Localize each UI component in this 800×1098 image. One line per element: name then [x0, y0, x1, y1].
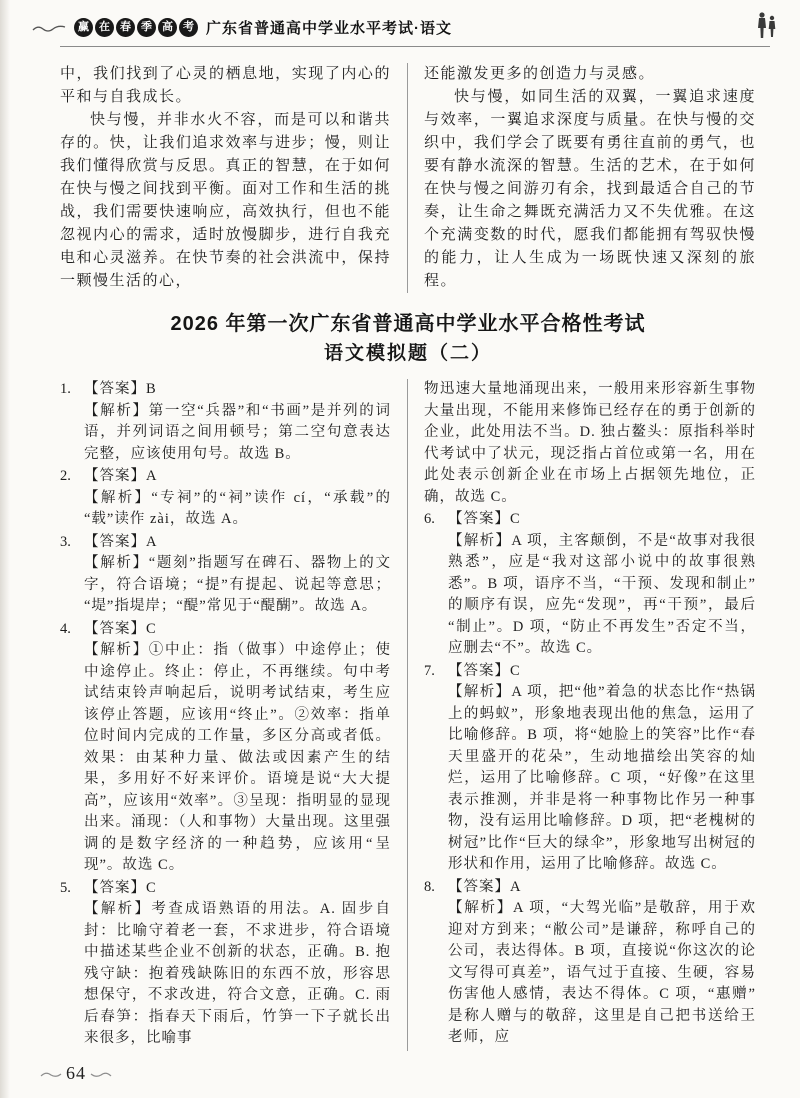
document-title-line1: 2026 年第一次广东省普通高中学业水平合格性考试	[170, 313, 646, 335]
squiggle-icon	[32, 21, 66, 33]
answer-item-number: 4.	[60, 620, 71, 637]
answer-item-number: 5.	[60, 879, 71, 896]
answer-item	[60, 379, 391, 465]
page-number: 64	[66, 1063, 86, 1083]
answer-item-number: 6.	[424, 511, 435, 527]
answer-label: 【答案】C	[84, 620, 157, 637]
answer-analysis: 【解析】A 项，“大驾光临”是敬辞，用于欢迎对方到来；“敝公司”是谦辞，称呼自己的公司，表达得体。B 项，直接说“你这次的论文写得可真差”，语气过于直接、生硬，容易伤害他人感情，表达不得体。C 项，“惠赠”是称人赠与的敬辞，这里是自己把书送给王老师，应	[448, 900, 756, 1045]
answer-analysis: 【解析】第一空“兵器”和“书画”是并列的词语，并列词语之间用顿号；第二空句意表达完整，应该使用句号。故选 B。	[84, 402, 391, 462]
passage-right-column	[408, 63, 756, 293]
brand-badge-char: 赢	[74, 18, 93, 37]
answer-label: 【答案】C	[448, 511, 521, 527]
passage-left-column	[60, 63, 408, 293]
answer-item	[60, 878, 391, 1050]
passage-paragraph: 中，我们找到了心灵的栖息地，实现了内心的平和与自我成长。	[60, 66, 391, 105]
answer-item-number: 7.	[424, 662, 435, 679]
passage-section	[60, 63, 756, 293]
answer-item-number: 2.	[60, 468, 71, 484]
flourish-icon	[90, 1069, 112, 1079]
answer-item-number: 1.	[60, 381, 71, 397]
answer-label: 【答案】A	[84, 533, 158, 550]
document-title	[60, 309, 756, 369]
brand-badge-char: 春	[116, 18, 135, 37]
answer-analysis: 【解析】考查成语熟语的用法。A. 固步自封：比喻守着老一套，不求进步，符合语境中描述某些企业不创新的状态，正确。B. 抱残守缺：抱着残缺陈旧的东西不放，形容思想保守，不求改进，符合文意，正确。C. 雨后春笋：指春天下雨后，竹笋一下子就长出来很多，比喻事	[84, 901, 391, 1046]
answer-analysis: 【解析】“专祠”的“祠”读作 cí，“承载”的“载”读作 zài，故选 A。	[84, 489, 391, 527]
answer-analysis: 【解析】A 项，把“他”着急的状态比作“热锅上的蚂蚁”，形象地表现出他的焦急，运用了比喻修辞。B 项，将“她脸上的笑容”比作“春天里盛开的花朵”，生动地描绘出笑容的灿烂，运用了比喻修辞。C 项，“好像”在这里表示推测，并非是将一种事物比作另一种事物，没有运用比喻修辞。D 项，把“老槐树的树冠”比作“巨大的绿伞”，形象地写出树冠的形状和作用，运用了比喻修辞。故选 C。	[448, 684, 756, 872]
answer-label: 【答案】A	[84, 468, 158, 484]
brand-logo	[74, 18, 198, 37]
answer-analysis: 【解析】A 项，主客颠倒，不是“故事对我很熟悉”，应是“我对这部小说中的故事很熟悉”。B 项，语序不当，“干预、发现和制止”的顺序有误，应先“发现”，再“干预”，最后“制止”。D 项，“防止不再发生”否定不当，应删去“不”。故选 C。	[448, 532, 756, 656]
answer-item	[60, 532, 391, 618]
answer-analysis-continuation: 物迅速大量地涌现出来，一般用来形容新生事物大量出现，不能用来修饰已经存在的勇于创新的企业，此处用法不当。D. 独占鳌头：原指科举时代考试中了状元，现泛指占首位或第一名，用在此处表示创新企业在市场上占据领先地位，正确，故选 C。	[424, 381, 756, 505]
answer-item	[60, 466, 391, 531]
answers-left-column	[60, 379, 408, 1051]
people-icon	[750, 8, 784, 42]
answer-analysis: 【解析】①中止：指（做事）中途停止；使中途停止。终止：停止，不再继续。句中考试结束铃声响起后，说明考试结束，考生应该停止答题，应该用“终止”。②效率：指单位时间内完成的工作量，多区分高或者低。效果：由某种力量、做法或因素产生的结果，多用好不好来评价。语境是说“大大提高”，应该用“效率”。③呈现：指明显的显现出来。涌现：（人和事物）大量出现。这里强调的是数字经济的一种趋势，应该用“呈现”。故选 C。	[84, 642, 391, 873]
passage-paragraph: 快与慢，并非水火不容，而是可以和谐共存的。快，让我们追求效率与进步；慢，则让我们懂得欣赏与反思。真正的智慧，在于如何在快与慢之间找到平衡。面对工作和生活的挑战，我们需要快速响应，高效执行，但也不能忽视内心的需求，适时放慢脚步，进行自我充电和心灵滋养。在快节奏的社会洪流中，保持一颗慢生活的心，	[60, 112, 391, 289]
page-footer	[40, 1063, 112, 1084]
brand-badge-char: 高	[158, 18, 177, 37]
header-exam-title: 广东省普通高中学业水平考试·语文	[206, 19, 452, 37]
flourish-icon	[40, 1069, 62, 1079]
brand-badge-char: 考	[179, 18, 198, 37]
answer-label: 【答案】B	[84, 381, 157, 397]
answer-item	[424, 509, 756, 660]
answer-item	[424, 877, 756, 1049]
answer-analysis: 【解析】“题刻”指题写在碑石、器物上的文字，符合语境；“提”有提起、说起等意思；“堤”指堤岸；“醍”常见于“醍醐”。故选 A。	[84, 555, 391, 614]
answers-section	[60, 379, 756, 1051]
answer-item	[424, 661, 756, 876]
document-title-line2: 语文模拟题（二）	[323, 343, 492, 364]
passage-paragraph: 快与慢，如同生活的双翼，一翼追求速度与效率，一翼追求深度与质量。在快与慢的交织中，我们学会了既要有勇往直前的勇气，也要有静水流深的智慧。生活的艺术，在于如何在快与慢之间游刃有余，找到最适合自己的节奏，让生命之舞既充满活力又不失优雅。在这个充满变数的时代，愿我们都能拥有驾驭快慢的能力，让人生成为一场既快速又深刻的旅程。	[424, 89, 756, 289]
answer-item-number: 8.	[424, 878, 435, 895]
brand-badge-char: 在	[95, 18, 114, 37]
brand-badge-char: 季	[137, 18, 156, 37]
answer-label: 【答案】C	[84, 879, 157, 896]
answer-label: 【答案】A	[448, 878, 522, 895]
passage-paragraph: 还能激发更多的创造力与灵感。	[424, 66, 656, 82]
answer-item	[60, 619, 391, 877]
answers-right-column	[408, 379, 756, 1051]
answer-label: 【答案】C	[448, 662, 521, 679]
page-header	[60, 12, 770, 47]
answer-item-number: 3.	[60, 533, 71, 550]
